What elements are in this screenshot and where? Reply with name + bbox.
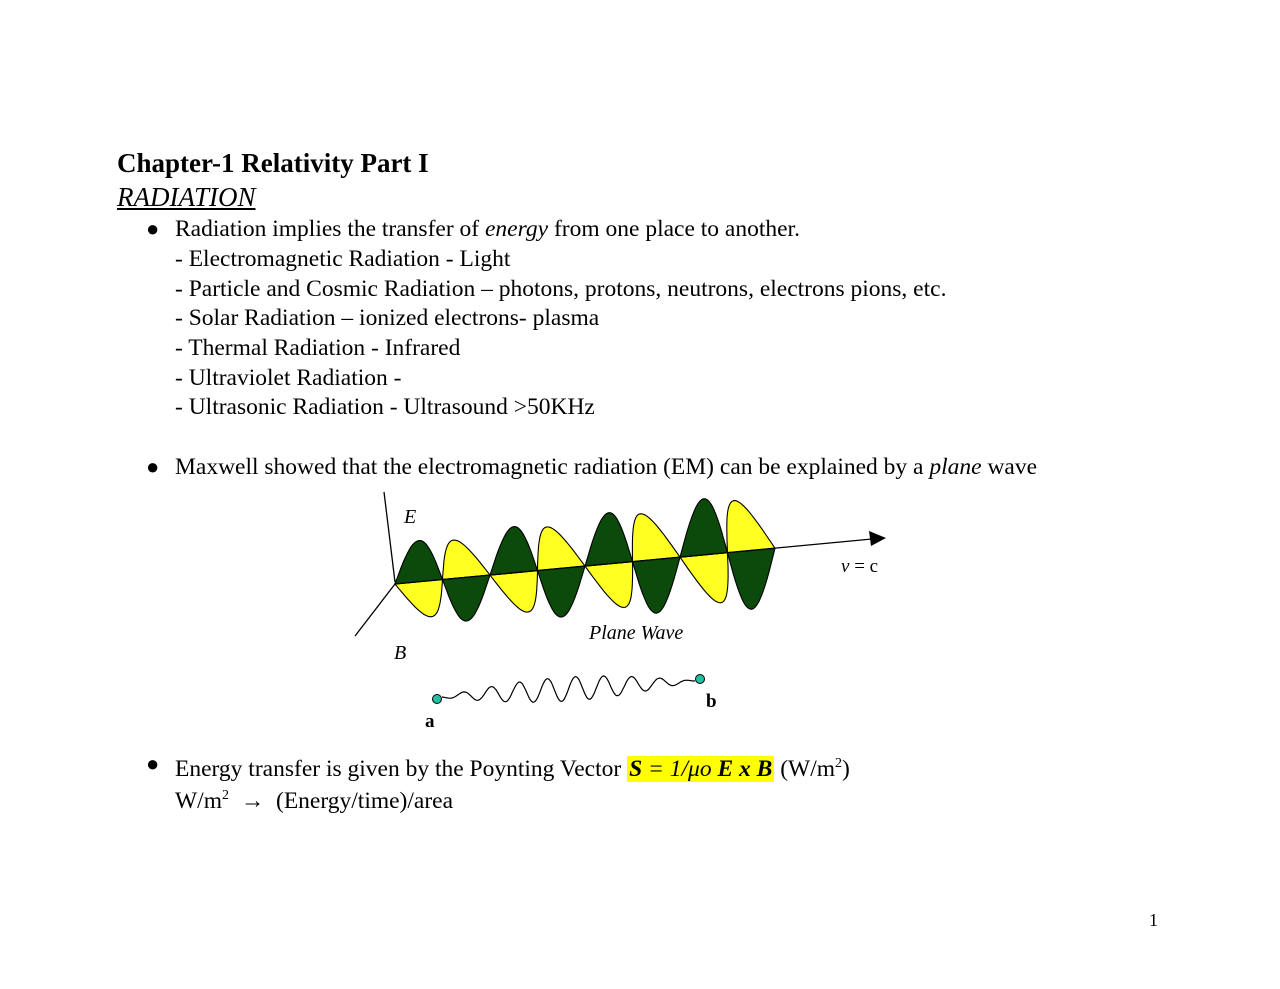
- e-field-lobe: [490, 527, 538, 576]
- propagation-arrowhead: [869, 531, 886, 546]
- bullet-2-dot: ●: [146, 454, 160, 479]
- poynting-formula: [627, 756, 774, 782]
- bullet-3-dot: ●: [146, 751, 160, 776]
- e-field-lobe: [395, 541, 443, 585]
- velocity-symbol: v: [841, 556, 850, 577]
- bullet-1-pre: Radiation implies the transfer of: [175, 216, 485, 242]
- point-a-label: a: [425, 711, 435, 732]
- b-field-lobe: [632, 514, 680, 562]
- b-field-lobe: [443, 540, 491, 579]
- units-wm-sup: 2: [222, 788, 229, 803]
- radiation-item: - Thermal Radiation - Infrared: [175, 335, 461, 361]
- point-b-marker: [696, 675, 705, 684]
- velocity-label: [841, 556, 878, 577]
- bullet-1-em: energy: [485, 216, 549, 242]
- radiation-item: - Electromagnetic Radiation - Light: [175, 246, 511, 272]
- b-field-lobe: [395, 580, 443, 617]
- b-field-lobe: [585, 562, 633, 608]
- e-field-label: E: [404, 506, 417, 528]
- velocity-equals-c: = c: [849, 556, 879, 577]
- units-definition: [175, 781, 453, 816]
- formula-units-sup: 2: [835, 756, 843, 771]
- plane-wave-lobes: [395, 499, 775, 621]
- right-arrow-icon: →: [240, 787, 265, 814]
- bullet-1-dot: ●: [146, 216, 160, 241]
- e-field-lobe: [443, 575, 491, 621]
- point-a-marker: [433, 695, 442, 704]
- chapter-title: Chapter-1 Relativity Part I: [117, 148, 429, 178]
- point-b-label: b: [706, 691, 717, 712]
- e-field-lobe: [680, 499, 728, 558]
- radiation-item: - Solar Radiation – ionized electrons- plasma: [175, 305, 600, 331]
- bullet-1-post: from one place to another.: [548, 216, 800, 242]
- bullet-2-pre: Maxwell showed that the electromagnetic radiation (EM) can be explained by a: [175, 454, 930, 480]
- poynting-intro: Energy transfer is given by the Poynting Vector: [175, 755, 628, 782]
- units-meaning: (Energy/time)/area: [276, 787, 454, 814]
- b-field-lobe: [727, 501, 775, 553]
- radiation-item: - Ultrasonic Radiation - Ultrasound >50KHz: [175, 394, 595, 420]
- formula-units-close: ): [842, 755, 850, 782]
- b-field-lobe: [490, 571, 538, 613]
- e-axis-line: [384, 492, 395, 582]
- photon-wiggle: [442, 676, 695, 702]
- bullet-2-post: wave: [981, 454, 1038, 480]
- formula-units: (W/m: [774, 755, 836, 782]
- formula-exb: E x B: [717, 755, 773, 782]
- b-field-label: B: [394, 642, 407, 664]
- section-heading: RADIATION: [117, 182, 256, 212]
- radiation-item: - Particle and Cosmic Radiation – photons, protons, neutrons, electrons pions, etc.: [175, 276, 947, 302]
- e-field-lobe: [585, 513, 633, 566]
- page-number: 1: [1149, 910, 1158, 930]
- bullet-3-text: [175, 749, 850, 784]
- plane-wave-caption: Plane Wave: [589, 622, 684, 644]
- units-wm: W/m: [175, 787, 222, 814]
- radiation-item: - Ultraviolet Radiation -: [175, 365, 402, 391]
- b-field-lobe: [538, 527, 586, 571]
- b-axis-line: [355, 584, 395, 636]
- e-field-lobe: [633, 557, 681, 613]
- b-field-lobe: [680, 553, 728, 603]
- formula-eq: = 1/μo: [642, 755, 718, 782]
- formula-s: S: [629, 755, 643, 782]
- bullet-2-em: plane: [929, 454, 982, 480]
- e-field-lobe: [728, 548, 776, 609]
- e-field-lobe: [538, 566, 586, 617]
